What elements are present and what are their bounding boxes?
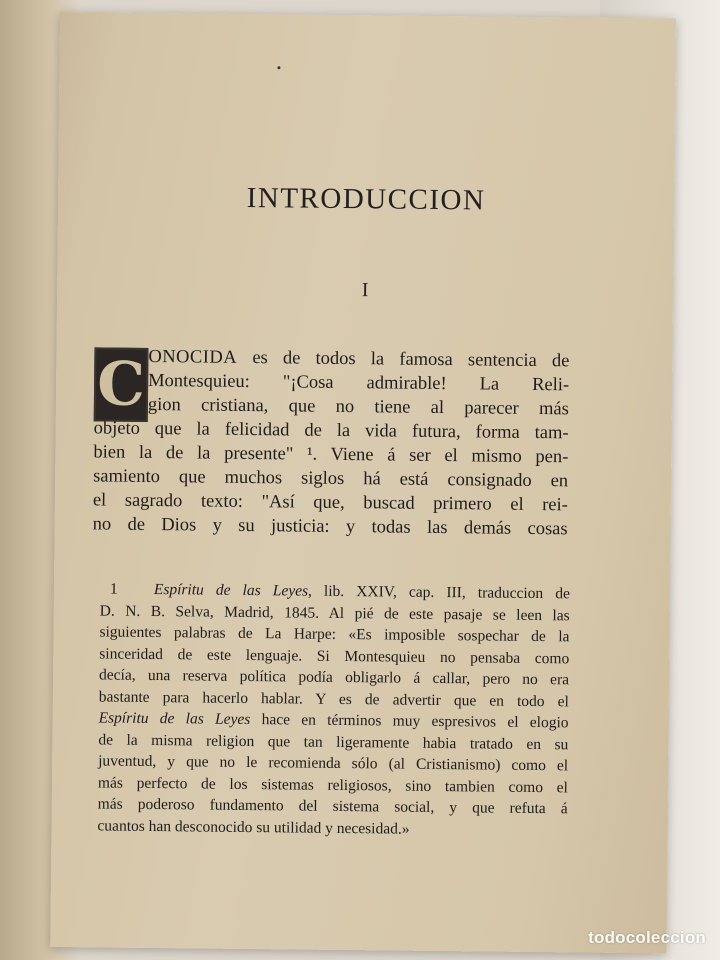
page-title: INTRODUCCION: [246, 181, 486, 217]
footnote: [97, 578, 570, 841]
body-line: ONOCIDA es de todos la famosa sentencia de: [148, 346, 570, 372]
footnote-book-title: Espíritu de las Leyes: [98, 709, 251, 729]
footnote-line: D. N. B. Selva, Madrid, 1845. Al pié de este pasaje se leen las: [99, 601, 570, 624]
body-line: el sagrado texto: "Así que, buscad primero el rei-: [92, 490, 568, 516]
first-word-smallcaps: ONOCIDA: [148, 346, 238, 368]
body-line: Montesquieu: "¡Cosa admirable! La Reli-: [148, 370, 570, 396]
ornamental-drop-cap: C: [94, 347, 149, 422]
footnote-line: juventud, y que no le recomienda sólo (al Cristianismo) como el: [98, 752, 569, 775]
footnote-line: cuantos han desconocido su utilidad y necesidad.»: [97, 816, 410, 838]
body-line: gion cristiana, que no tiene al parecer más: [147, 394, 569, 420]
footnote-line: decía, una reserva política podía obligarlo á callar, pero no era: [98, 666, 570, 689]
ink-speck: [277, 66, 280, 69]
body-line: bien la de la presente" ¹. Viene á ser el mismo pen-: [93, 442, 569, 468]
footnote-line: 1 Espíritu de las Leyes, lib. XXIV, cap. III, traduccion de: [109, 580, 571, 603]
book-page: [50, 12, 676, 953]
footnote-line: sinceridad de este lenguaje. Si Montesquieu no pensaba como: [99, 644, 570, 667]
footnote-line: bastante para hacerlo hablar. Y es de advertir que en todo el: [98, 687, 569, 710]
body-line: no de Dios y su justicia: y todas las demás cosas: [92, 514, 568, 540]
section-number: I: [361, 279, 369, 302]
footnote-line: más poderoso fundamento del sistema social, y que refuta á: [97, 795, 568, 818]
footnote-marker: 1: [109, 580, 118, 598]
footnote-line: más perfecto de los sistemas religiosos, sino tambien como el: [97, 773, 568, 796]
footnote-line: Espíritu de las Leyes hace en términos muy espresivos el elogio: [98, 709, 569, 732]
watermark-logo: todocoleccion: [588, 928, 706, 947]
body-paragraph: [93, 344, 570, 541]
body-line: samiento que muchos siglos há está consignado en: [93, 466, 569, 492]
footnote-line: siguientes palabras de La Harpe: «Es imposible sospechar de la: [99, 623, 570, 646]
footnote-line: de la misma religion que tan ligeramente habia tratado en su: [98, 730, 569, 753]
footnote-book-title: Espíritu de las Leyes: [153, 581, 309, 600]
body-line: objeto que la felicidad de la vida futura, forma tam-: [93, 418, 569, 444]
